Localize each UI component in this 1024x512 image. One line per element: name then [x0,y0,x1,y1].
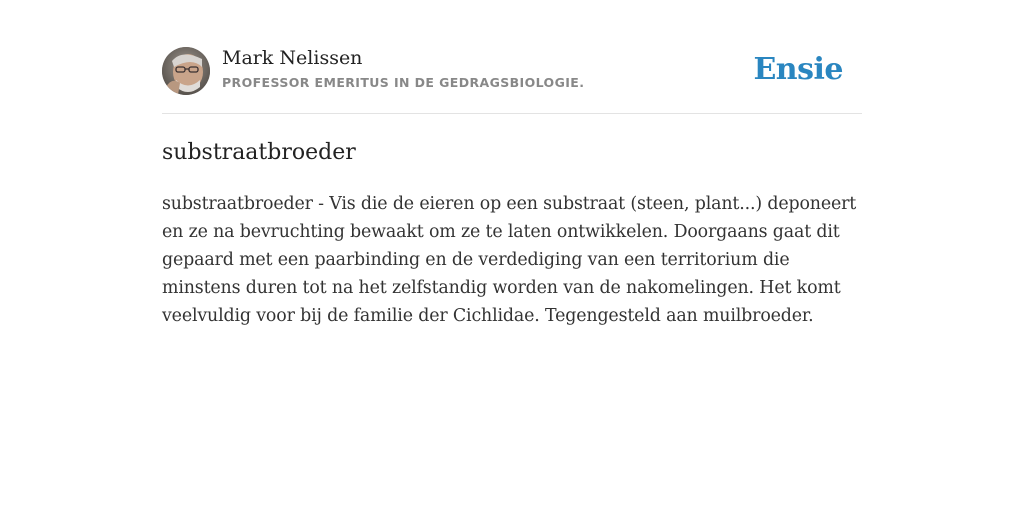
entry-definition: substraatbroeder - Vis die de eieren op een substraat (steen, plant...) deponeert en ze na bevruchting bewaakt om ze te laten ontwikkelen. Doorgaans gaat dit gepaard met een paarbinding en de verdediging van een territorium die minstens duren tot na het zelfstandig worden van de nakomelingen. Het komt veelvuldig voor bij de familie der Cichlidae. Tegengesteld aan muilbroeder. [162,194,857,326]
brand-logo[interactable]: Ensie [753,52,843,87]
author-role: PROFESSOR EMERITUS IN DE GEDRAGSBIOLOGIE. [222,75,585,90]
author-portrait-icon [162,47,210,95]
entry-title: substraatbroeder [162,140,356,165]
header-divider [162,113,862,114]
author-header [162,46,862,96]
author-avatar[interactable] [162,47,210,95]
author-name[interactable]: Mark Nelissen [222,47,363,69]
